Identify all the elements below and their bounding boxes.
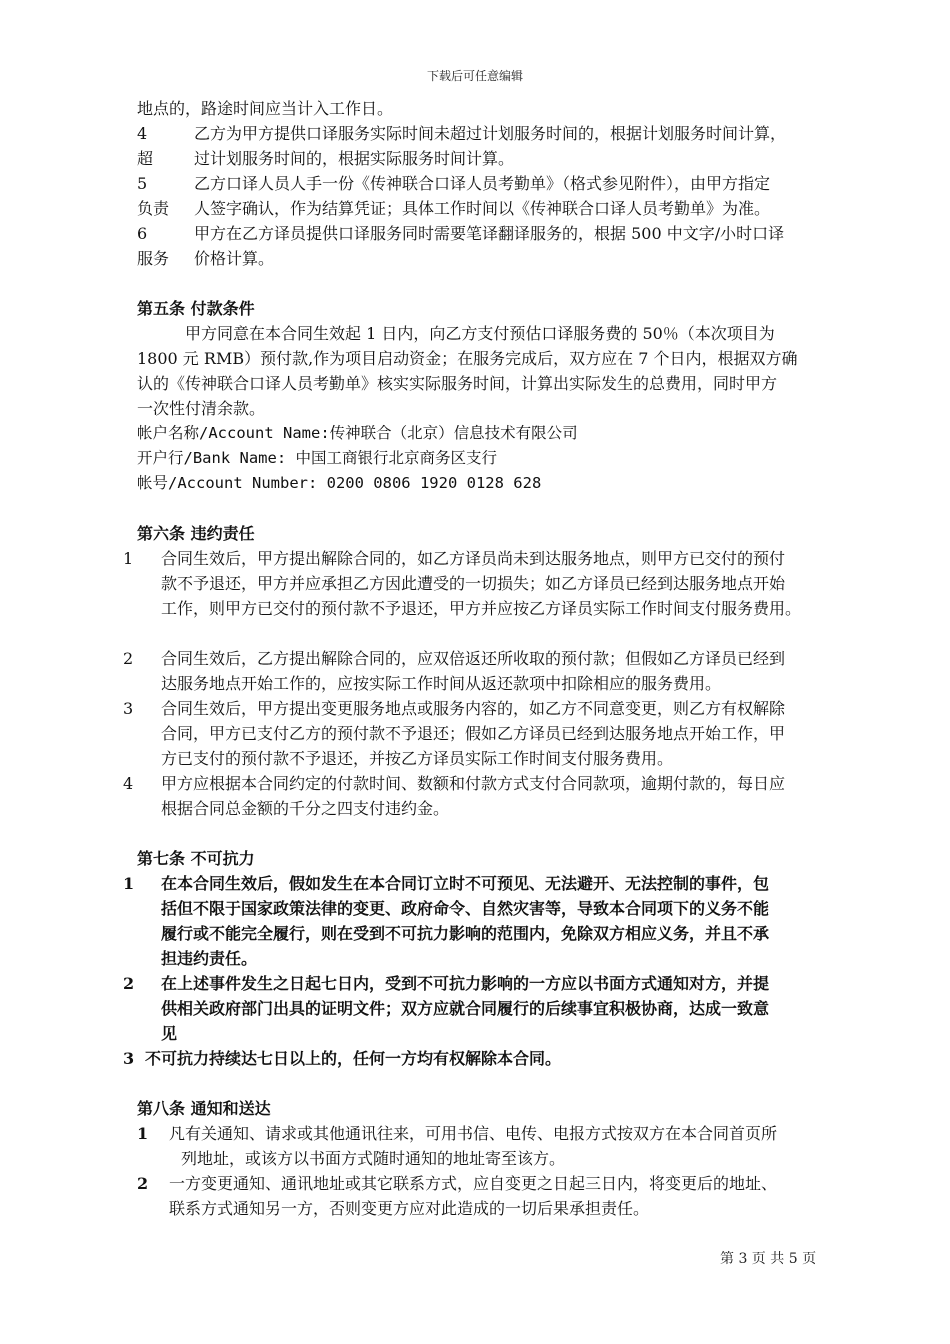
item-text: 过计划服务时间的，根据实际服务时间计算。 bbox=[194, 149, 515, 168]
intro-item-5-cont bbox=[137, 196, 827, 221]
list-item bbox=[123, 1046, 827, 1071]
intro-item-4-cont bbox=[137, 146, 827, 171]
item-number: 4 bbox=[123, 774, 134, 793]
article-5-paragraph: 一次性付清余款。 bbox=[137, 399, 266, 418]
article-5-paragraph: 甲方同意在本合同生效起 1 日内，向乙方支付预估口译服务费的 50％（本次项目为 bbox=[185, 324, 775, 343]
article-5-paragraph: 认的《传神联合口译人员考勤单》核实实际服务时间，计算出实际发生的总费用，同时甲方 bbox=[137, 374, 778, 393]
intro-item-6 bbox=[137, 221, 827, 246]
article-8-list bbox=[137, 1121, 827, 1221]
bank-name: 开户行/Bank Name: 中国工商银行北京商务区支行 bbox=[137, 449, 497, 467]
item-line: 甲方应根据本合同约定的付款时间、数额和付款方式支付合同款项，逾期付款的，每日应 bbox=[161, 774, 786, 793]
item-line: 达服务地点开始工作的，应按实际工作时间从返还款项中扣除相应的服务费用。 bbox=[161, 674, 722, 693]
item-line: 凡有关通知、请求或其他通讯往来，可用书信、电传、电报方式按双方在本合同首页所 bbox=[169, 1124, 778, 1143]
item-line: 合同生效后，乙方提出解除合同的，应双倍返还所收取的预付款；但假如乙方译员已经到 bbox=[161, 649, 786, 668]
page-footer: 第 3 页 共 5 页 bbox=[720, 1251, 817, 1267]
intro-item-6-cont bbox=[137, 246, 827, 271]
item-line: 合同生效后，甲方提出变更服务地点或服务内容的，如乙方不同意变更，则乙方有权解除 bbox=[161, 699, 786, 718]
account-number: 帐号/Account Number: 0200 0806 1920 0128 628 bbox=[137, 474, 542, 492]
item-line: 供相关政府部门出具的证明文件；双方应就合同履行的后续事宜积极协商，达成一致意 bbox=[161, 999, 770, 1018]
item-line: 工作，则甲方已交付的预付款不予退还，甲方并应按乙方译员实际工作时间支付服务费用。 bbox=[161, 599, 802, 618]
item-line: 括但不限于国家政策法律的变更、政府命令、自然灾害等，导致本合同项下的义务不能 bbox=[161, 899, 770, 918]
article-7-list bbox=[123, 871, 827, 1071]
item-line: 不可抗力持续达七日以上的，任何一方均有权解除本合同。 bbox=[145, 1049, 562, 1068]
item-line: 联系方式通知另一方，否则变更方应对此造成的一切后果承担责任。 bbox=[169, 1199, 650, 1218]
item-line: 合同生效后，甲方提出解除合同的，如乙方译员尚未到达服务地点，则甲方已交付的预付 bbox=[161, 549, 786, 568]
article-7-title: 第七条 不可抗力 bbox=[137, 849, 255, 868]
intro-item-5 bbox=[137, 171, 827, 196]
article-5-paragraph: 1800 元 RMB）预付款,作为项目启动资金；在服务完成后，双方应在 7 个日内，根据双方确 bbox=[137, 349, 798, 368]
list-item bbox=[123, 771, 827, 821]
page-header: 下载后可任意编辑 bbox=[426, 69, 523, 83]
item-line: 在本合同生效后，假如发生在本合同订立时不可预见、无法避开、无法控制的事件，包 bbox=[161, 874, 770, 893]
account-name: 帐户名称/Account Name:传神联合（北京）信息技术有限公司 bbox=[137, 424, 578, 442]
item-number: 3 bbox=[123, 699, 134, 718]
item-line: 列地址，或该方以书面方式随时通知的地址寄至该方。 bbox=[181, 1149, 566, 1168]
item-text: 人签字确认，作为结算凭证；具体工作时间以《传神联合口译人员考勤单》为准。 bbox=[194, 199, 771, 218]
article-6-title: 第六条 违约责任 bbox=[137, 524, 255, 543]
item-text: 价格计算。 bbox=[194, 249, 275, 268]
article-6-list bbox=[123, 546, 827, 821]
item-continuation: 服务 bbox=[137, 249, 170, 268]
item-number: 3 bbox=[123, 1049, 135, 1068]
item-number: 2 bbox=[123, 649, 134, 668]
item-line: 款不予退还，甲方并应承担乙方因此遭受的一切损失；如乙方译员已经到达服务地点开始 bbox=[161, 574, 786, 593]
list-item bbox=[123, 871, 827, 971]
item-number: 1 bbox=[123, 874, 135, 893]
list-item bbox=[137, 1121, 827, 1171]
item-line: 合同，甲方已支付乙方的预付款不予退还；假如乙方译员已经到达服务地点开始工作，甲 bbox=[161, 724, 786, 743]
item-number: 5 bbox=[137, 174, 148, 193]
item-text: 乙方口译人员人手一份《传神联合口译人员考勤单》（格式参见附件），由甲方指定 bbox=[194, 174, 771, 193]
list-item bbox=[123, 546, 827, 621]
item-line: 一方变更通知、通讯地址或其它联系方式，应自变更之日起三日内，将变更后的地址、 bbox=[169, 1174, 778, 1193]
list-item bbox=[137, 1171, 827, 1221]
intro-line: 地点的，路途时间应当计入工作日。 bbox=[137, 99, 394, 118]
item-continuation: 负责 bbox=[137, 199, 170, 218]
item-number: 4 bbox=[137, 124, 148, 143]
item-line: 方已支付的预付款不予退还，并按乙方译员实际工作时间支付服务费用。 bbox=[161, 749, 674, 768]
item-line: 见 bbox=[161, 1024, 178, 1043]
item-line: 在上述事件发生之日起七日内，受到不可抗力影响的一方应以书面方式通知对方，并提 bbox=[161, 974, 770, 993]
article-5-title: 第五条 付款条件 bbox=[137, 299, 255, 318]
item-text: 乙方为甲方提供口译服务实际时间未超过计划服务时间的，根据计划服务时间计算， bbox=[194, 124, 787, 143]
item-number: 6 bbox=[137, 224, 148, 243]
document-body bbox=[123, 96, 827, 1221]
list-item bbox=[123, 971, 827, 1046]
item-line: 根据合同总金额的千分之四支付违约金。 bbox=[161, 799, 450, 818]
item-line: 担违约责任。 bbox=[161, 949, 258, 968]
intro-item-4 bbox=[137, 121, 827, 146]
list-item bbox=[123, 646, 827, 696]
item-number: 1 bbox=[137, 1124, 149, 1143]
item-number: 1 bbox=[123, 549, 134, 568]
item-line: 履行或不能完全履行，则在受到不可抗力影响的范围内，免除双方相应义务，并且不承 bbox=[161, 924, 770, 943]
item-continuation: 超 bbox=[137, 149, 154, 168]
list-item bbox=[123, 696, 827, 771]
article-8-title: 第八条 通知和送达 bbox=[137, 1099, 271, 1118]
item-text: 甲方在乙方译员提供口译服务同时需要笔译翻译服务的，根据 500 中文字/小时口译 bbox=[194, 224, 785, 243]
item-number: 2 bbox=[137, 1174, 149, 1193]
item-number: 2 bbox=[123, 974, 135, 993]
